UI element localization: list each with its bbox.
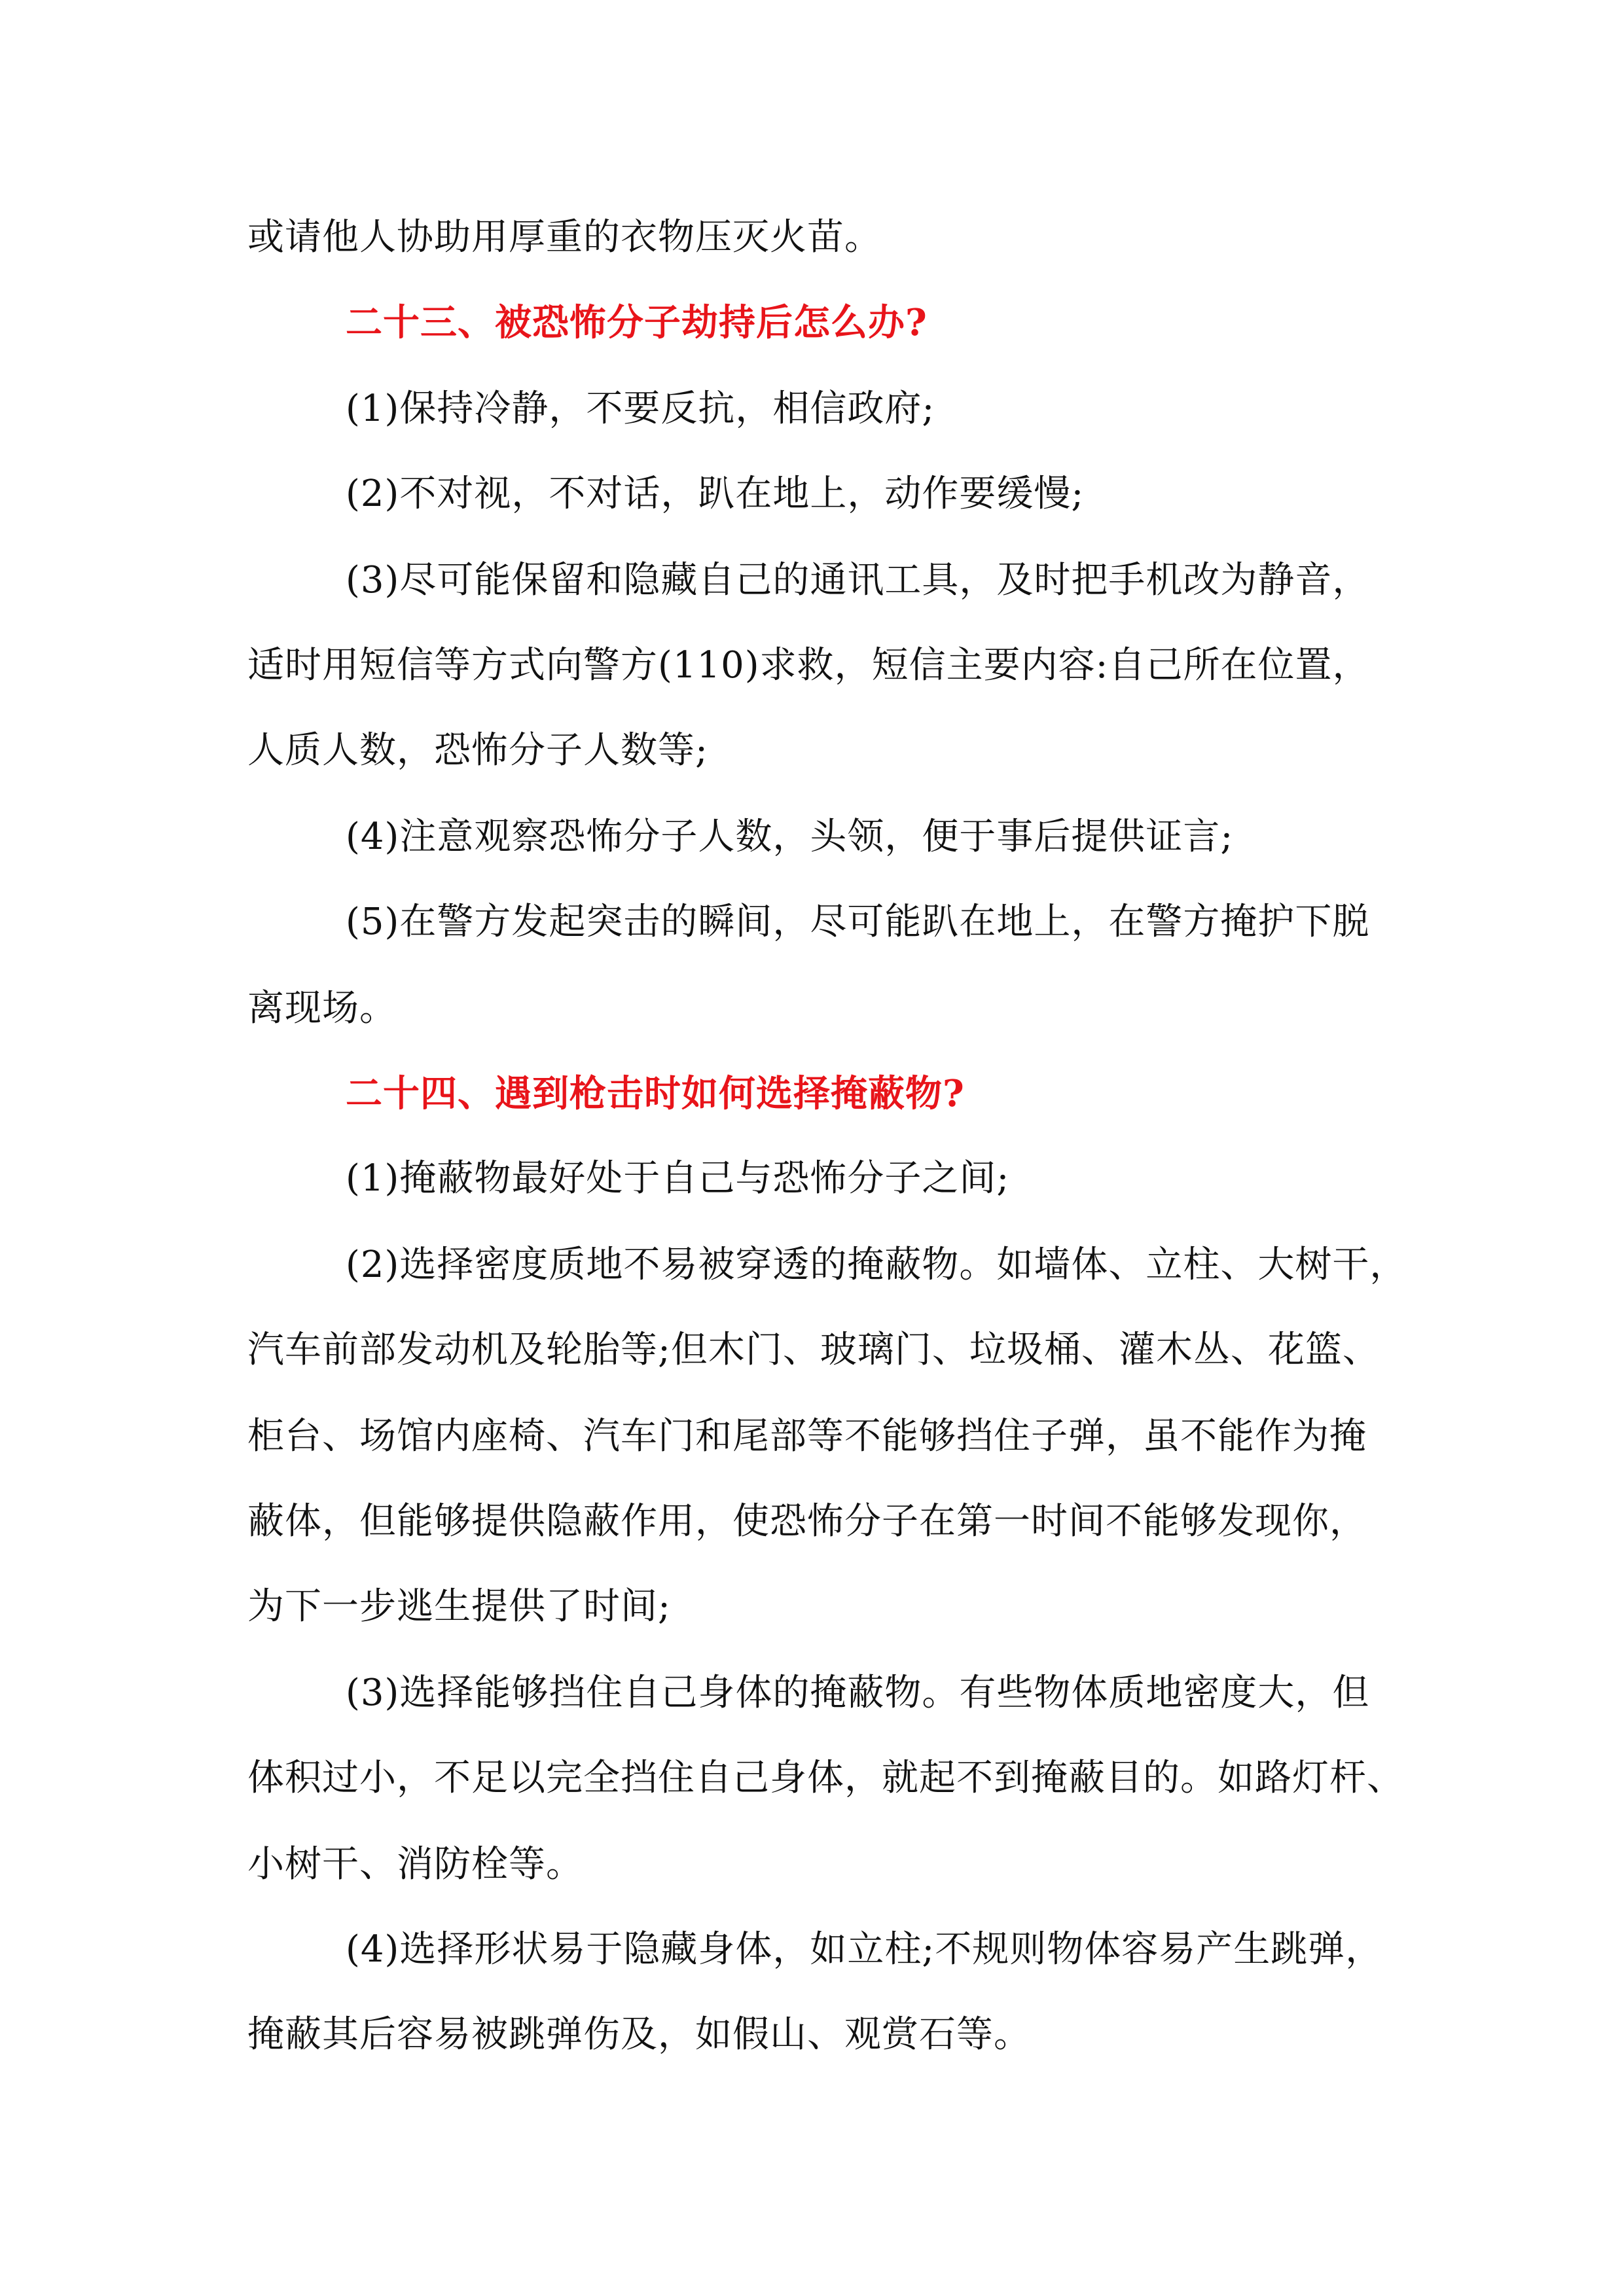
list-item-line: (4)注意观察恐怖分子人数，头领，便于事后提供证言; [346,816,1234,858]
list-item-line: (3)尽可能保留和隐藏自己的通讯工具，及时把手机改为静音， [346,559,1370,601]
paragraph-line: 蔽体，但能够提供隐蔽作用，使恐怖分子在第一时间不能够发现你， [247,1500,1367,1543]
paragraph-line: 体积过小，不足以完全挡住自己身体，就起不到掩蔽目的。如路灯杆、 [247,1757,1404,1799]
paragraph-line: 掩蔽其后容易被跳弹伤及，如假山、观赏石等。 [247,2013,1031,2056]
paragraph-line: 小树干、消防栓等。 [247,1843,583,1886]
list-item-line: (2)选择密度质地不易被穿透的掩蔽物。如墙体、立柱、大树干， [346,1244,1407,1286]
list-item-line: (4)选择形状易于隐藏身体，如立柱;不规则物体容易产生跳弹， [346,1928,1383,1971]
list-item-line: (2)不对视，不对话，趴在地上，动作要缓慢; [346,473,1085,515]
list-item-line: (1)保持冷静，不要反抗，相信政府; [346,387,935,430]
list-item-line: (3)选择能够挡住自己身体的掩蔽物。有些物体质地密度大，但 [346,1672,1370,1714]
paragraph-line: 柜台、场馆内座椅、汽车门和尾部等不能够挡住子弹，虽不能作为掩 [247,1415,1367,1458]
paragraph-line: 适时用短信等方式向警方(110)求救，短信主要内容:自己所在位置， [247,644,1370,687]
paragraph-line: 离现场。 [247,987,397,1030]
paragraph-line: 汽车前部发动机及轮胎等;但木门、玻璃门、垃圾桶、灌木丛、花篮、 [247,1329,1380,1371]
paragraph-line: 人质人数，恐怖分子人数等; [247,729,708,772]
paragraph-line: 为下一步逃生提供了时间; [247,1585,671,1628]
paragraph-line: 或请他人协助用厚重的衣物压灭火苗。 [247,216,882,259]
list-item-line: (1)掩蔽物最好处于自己与恐怖分子之间; [346,1157,1010,1200]
section-heading-24: 二十四、遇到枪击时如何选择掩蔽物? [346,1072,965,1115]
list-item-line: (5)在警方发起突击的瞬间，尽可能趴在地上，在警方掩护下脱 [346,901,1370,943]
section-heading-23: 二十三、被恐怖分子劫持后怎么办? [346,301,928,344]
